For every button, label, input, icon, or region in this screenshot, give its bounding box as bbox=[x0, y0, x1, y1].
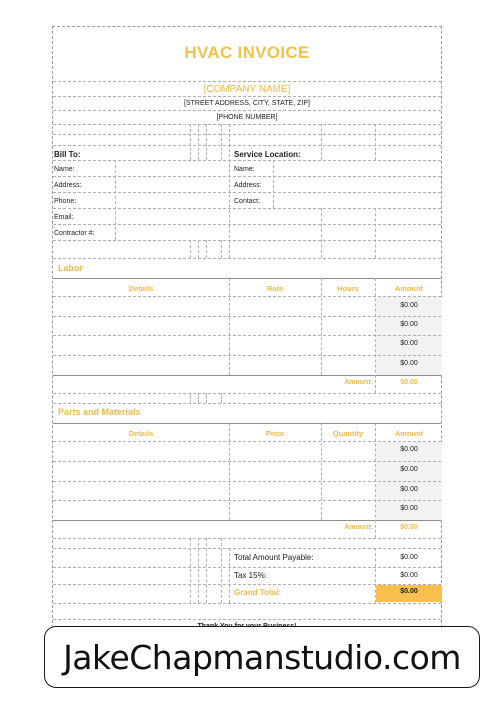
grid-line bbox=[229, 423, 230, 520]
service-location-heading: Service Location: bbox=[234, 150, 301, 159]
grid-line bbox=[206, 124, 207, 160]
grand-total-label: Grand Total: bbox=[234, 588, 281, 597]
grand-total-value: $0.00 bbox=[400, 588, 418, 595]
total-payable-value: $0.00 bbox=[400, 554, 418, 561]
parts-row-amount: $0.00 bbox=[400, 446, 418, 453]
grid-line bbox=[198, 240, 199, 258]
service-name-label: Name: bbox=[234, 166, 255, 173]
parts-col-quantity: Quantity bbox=[332, 429, 364, 438]
labor-col-hours: Hours bbox=[337, 284, 359, 293]
divider bbox=[53, 81, 441, 82]
service-contact-label: Contact: bbox=[234, 198, 261, 205]
company-phone[interactable]: [PHONE NUMBER] bbox=[216, 114, 278, 121]
parts-total-label: Amount: bbox=[344, 524, 373, 531]
labor-col-amount: Amount bbox=[394, 284, 424, 293]
parts-row-amount: $0.00 bbox=[400, 486, 418, 493]
divider bbox=[53, 548, 441, 549]
labor-col-details: Details bbox=[128, 284, 154, 293]
grid-line bbox=[221, 393, 222, 403]
bill-to-email-label: Email: bbox=[54, 214, 74, 221]
watermark-text: JakeChapmanstudio.com bbox=[63, 637, 461, 677]
grid-line bbox=[321, 124, 322, 160]
divider bbox=[53, 160, 441, 161]
grid-line bbox=[206, 240, 207, 258]
parts-heading: Parts and Materials bbox=[58, 407, 141, 417]
divider bbox=[53, 461, 441, 462]
bill-to-heading: Bill To: bbox=[54, 150, 81, 159]
invoice-sheet bbox=[52, 26, 442, 638]
company-address[interactable]: [STREET ADDRESS, CITY, STATE, ZIP] bbox=[184, 100, 310, 107]
grid-line bbox=[375, 124, 376, 160]
labor-table-top bbox=[53, 278, 441, 279]
grid-line bbox=[375, 208, 376, 258]
divider bbox=[53, 538, 441, 539]
service-address-label: Address: bbox=[234, 182, 262, 189]
parts-col-details: Details bbox=[128, 429, 154, 438]
grid-line bbox=[206, 393, 207, 403]
grid-line bbox=[221, 124, 222, 160]
divider bbox=[53, 316, 441, 317]
tax-value: $0.00 bbox=[400, 572, 418, 579]
bill-to-contractor-label: Contractor #: bbox=[54, 230, 95, 237]
labor-row-amount: $0.00 bbox=[400, 321, 418, 328]
parts-row-amount: $0.00 bbox=[400, 505, 418, 512]
labor-row-amount: $0.00 bbox=[400, 302, 418, 309]
bill-to-phone-label: Phone: bbox=[54, 198, 77, 205]
divider bbox=[53, 520, 441, 521]
divider bbox=[53, 375, 441, 376]
divider bbox=[53, 124, 441, 125]
labor-total-value: $0.00 bbox=[400, 379, 418, 386]
divider bbox=[53, 134, 441, 135]
company-name[interactable]: [COMPANY NAME] bbox=[203, 84, 291, 95]
bill-to-address-label: Address: bbox=[54, 182, 82, 189]
grid-line bbox=[206, 538, 207, 603]
parts-col-amount: Amount bbox=[394, 429, 424, 438]
grid-line bbox=[229, 278, 230, 375]
divider bbox=[53, 96, 441, 97]
grid-line bbox=[190, 240, 191, 258]
divider bbox=[53, 481, 441, 482]
divider bbox=[53, 240, 441, 241]
divider bbox=[53, 403, 441, 404]
watermark-banner bbox=[44, 626, 480, 688]
grid-line bbox=[190, 538, 191, 603]
grid-line bbox=[190, 393, 191, 403]
divider bbox=[53, 258, 441, 259]
bill-to-name-label: Name: bbox=[54, 166, 75, 173]
parts-table-top bbox=[53, 423, 441, 424]
parts-col-price: Price bbox=[265, 429, 285, 438]
divider bbox=[53, 176, 441, 177]
labor-row-amount: $0.00 bbox=[400, 360, 418, 367]
divider bbox=[53, 192, 441, 193]
bill-to-value-column[interactable] bbox=[115, 160, 116, 240]
labor-total-label: Amount: bbox=[344, 379, 373, 386]
divider bbox=[53, 110, 441, 111]
grid-line bbox=[321, 278, 322, 375]
divider bbox=[53, 145, 441, 146]
grid-line bbox=[198, 124, 199, 160]
divider bbox=[53, 224, 441, 225]
parts-row-amount: $0.00 bbox=[400, 466, 418, 473]
invoice-title: HVAC INVOICE bbox=[184, 43, 310, 62]
total-payable-label: Total Amount Payable: bbox=[234, 553, 314, 562]
tax-label: Tax 15%: bbox=[234, 571, 267, 580]
grid-line bbox=[198, 538, 199, 603]
divider bbox=[53, 603, 441, 604]
divider bbox=[53, 393, 441, 394]
grid-line bbox=[221, 240, 222, 258]
divider bbox=[53, 500, 441, 501]
divider bbox=[53, 208, 441, 209]
grid-line bbox=[229, 124, 230, 258]
grid-line bbox=[321, 208, 322, 258]
grid-line bbox=[375, 278, 376, 393]
grid-line bbox=[321, 423, 322, 520]
grid-line bbox=[229, 548, 230, 603]
grid-line bbox=[221, 538, 222, 603]
divider bbox=[53, 567, 441, 568]
labor-heading: Labor bbox=[58, 263, 84, 273]
divider bbox=[53, 335, 441, 336]
grid-line bbox=[190, 124, 191, 160]
grid-line bbox=[375, 423, 376, 538]
grid-line bbox=[198, 393, 199, 403]
divider bbox=[53, 619, 441, 620]
labor-col-rate: Rate bbox=[266, 284, 284, 293]
service-value-column[interactable] bbox=[273, 160, 274, 208]
divider bbox=[53, 355, 441, 356]
parts-total-value: $0.00 bbox=[400, 524, 418, 531]
labor-row-amount: $0.00 bbox=[400, 340, 418, 347]
